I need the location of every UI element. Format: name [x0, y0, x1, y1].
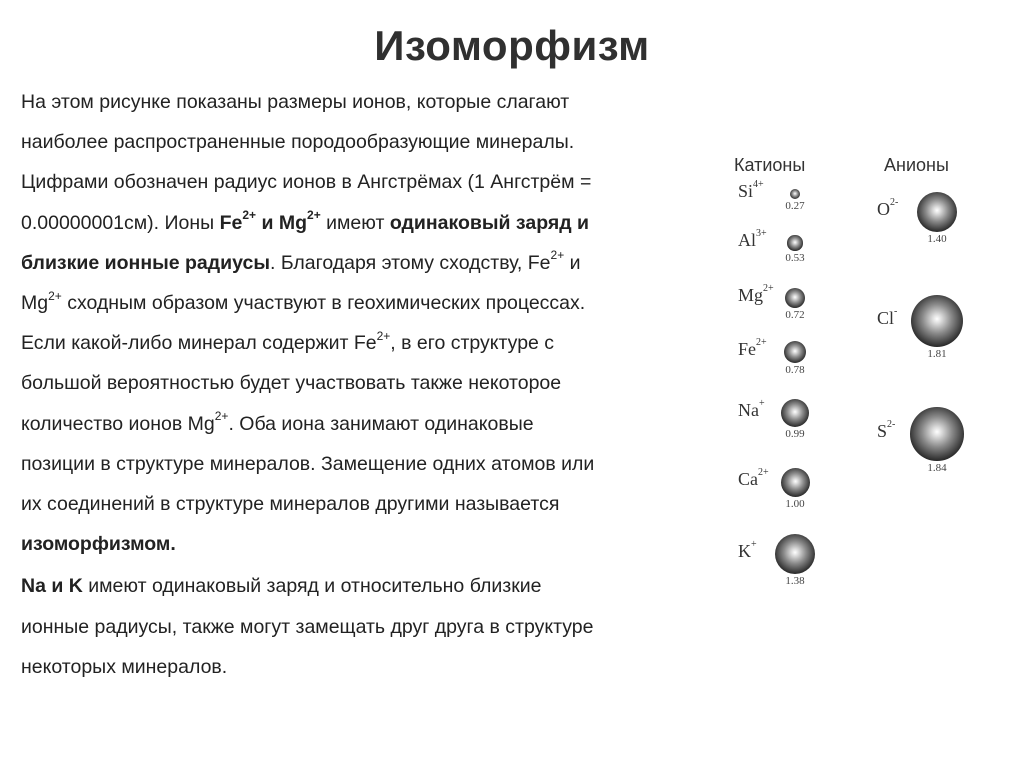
charge-sup: 2+ [550, 248, 565, 263]
anion-ion-symbol: $O^{2-}$ [877, 197, 899, 219]
bold-phrase: одинаковый заряд и [389, 211, 590, 234]
text-line [21, 323, 701, 363]
text-line [21, 404, 701, 444]
cation-ion-symbol: $Fe^{2+}$ [738, 337, 767, 359]
cations-heading: Катионы [734, 155, 806, 175]
cation-ion-ball [790, 189, 800, 199]
text-span: Если какой-либо минерал содержит Fe [21, 332, 377, 355]
mg-charge: 2+ [307, 208, 321, 223]
cation-ion-ball [781, 468, 810, 497]
text-line [21, 203, 701, 243]
cation-ion-radius: 1.38 [785, 575, 805, 587]
anion-ion-ball [910, 407, 963, 460]
anion-ion-symbol: $S^{2-}$ [877, 419, 896, 441]
text-line: Цифрами обозначен радиус ионов в Ангстрёмах (1 Ангстрём = [21, 171, 592, 194]
text-span: имеют одинаковый заряд и относительно близкие [82, 575, 542, 598]
paragraph-1 [21, 82, 701, 564]
text-span: , в его структуре с [390, 332, 555, 355]
cation-ion-radius: 0.72 [785, 309, 805, 322]
text-span: количество ионов Mg [21, 412, 215, 435]
anion-ion-ball [911, 295, 963, 347]
text-line: На этом рисунке показаны размеры ионов, которые слагают [21, 91, 570, 113]
text-span: и [564, 251, 581, 274]
text-line [21, 566, 701, 606]
cation-ion-ball [775, 534, 815, 574]
anion-ion-radius: 1.81 [927, 348, 947, 361]
cation-ion-symbol: $Si^{4+}$ [738, 179, 764, 201]
anion-ion-ball [917, 192, 958, 233]
anions-heading: Анионы [884, 155, 949, 175]
cation-ion-ball [781, 399, 810, 428]
text-line: наиболее распространенные породообразующие минералы. [21, 131, 575, 154]
cation-ion-radius: 0.53 [785, 251, 805, 264]
cation-ion-symbol: K+ [738, 539, 757, 561]
anion-ion-radius: 1.84 [927, 461, 947, 474]
text-span: сходным образом участвуют в геохимических процессах. [61, 292, 586, 315]
text-line [21, 243, 701, 283]
bold-phrase: близкие ионные радиусы [21, 251, 270, 274]
text-span: . Оба иона занимают одинаковые [228, 412, 534, 435]
cation-ion-radius: 0.78 [785, 364, 805, 377]
fe-bold: Fe [219, 211, 243, 234]
charge-sup: 2+ [376, 328, 391, 343]
anion-ion-radius: 1.40 [927, 233, 947, 246]
cation-ion-radius: 0.27 [785, 200, 805, 212]
text-line: позиции в структуре минералов. Замещение одних атомов или [21, 452, 595, 475]
fe-charge: 2+ [242, 208, 257, 223]
cation-ion-ball [787, 235, 802, 250]
text-span: имеют [320, 211, 390, 234]
anion-ion-symbol: Cl- [877, 306, 898, 328]
text-line: некоторых минералов. [21, 655, 228, 678]
cation-ion-radius: 1.00 [785, 497, 805, 510]
cation-ion-symbol: $Al^{3+}$ [738, 228, 767, 250]
mg-bold: и Mg [256, 211, 308, 234]
text-line [21, 524, 701, 564]
cation-ion-symbol: $Ca^{2+}$ [738, 467, 769, 489]
text-line: большой вероятностью будет участвовать также некоторое [21, 372, 562, 395]
text-line: ионные радиусы, также могут замещать друг друга в структуре [21, 615, 594, 638]
charge-sup: 2+ [214, 409, 229, 424]
cation-ion-ball [785, 288, 806, 309]
text-span: 0.00000001см). Ионы [21, 211, 220, 234]
body-text [21, 82, 701, 687]
cation-ion-symbol: Na+ [738, 398, 765, 420]
cation-ion-symbol: $Mg^{2+}$ [738, 283, 774, 305]
text-span: Mg [21, 292, 49, 315]
ion-radii-figure [720, 145, 1010, 605]
bold-phrase: Na и K [21, 575, 83, 598]
charge-sup: 2+ [48, 288, 62, 303]
slide-title: Изоморфизм [374, 22, 650, 69]
text-line [21, 283, 701, 323]
bold-phrase: изоморфизмом. [21, 533, 176, 556]
paragraph-2 [21, 566, 701, 687]
text-span: . Благодаря этому сходству, Fe [270, 251, 551, 274]
cation-ion-radius: 0.99 [785, 428, 805, 441]
cation-ion-ball [784, 341, 807, 364]
text-line: их соединений в структуре минералов другими называется [21, 493, 560, 516]
